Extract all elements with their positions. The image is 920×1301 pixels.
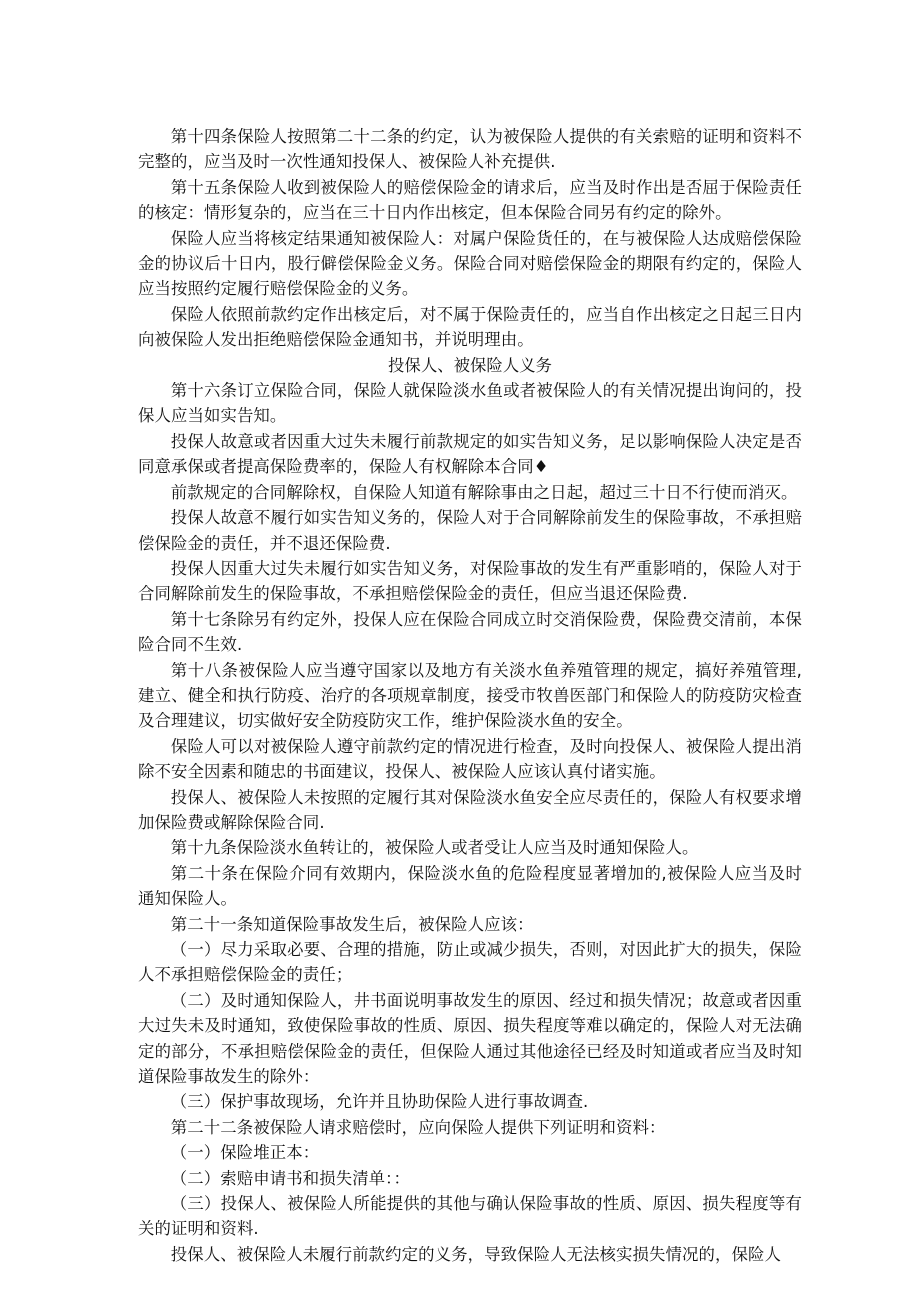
paragraph-art21-item3: （三）保护事故现场，允许并且协助保险人进行事故调查.	[170, 1092, 589, 1112]
paragraph-art21: 第二十一条知道保险事故发生后，被保险人应该：	[170, 914, 534, 934]
paragraph-art16-intentional: 投保人故意不履行如实告知义务的，保险人对于合同解除前发生的保险事故，不承担赔偿保险金的责任，并不退还保险费.	[138, 508, 802, 553]
paragraph-art16-negligence: 投保人因重大过失未履行如实告知义务，对保险事故的发生有严重影哨的，保险人对于合同解除前发生的保险事故，不承担赔偿保险金的责任，但应当退还保险费.	[138, 558, 802, 604]
paragraph-art18-failure: 投保人、被保险人未按照的定履行其对保险淡水鱼安全应尽责任的，保险人有权要求增加保险费或解除保险合同.	[138, 787, 802, 832]
section-heading: 投保人、被保险人义务	[388, 355, 552, 375]
paragraph-art20: 第二十条在保险介同有效期内，保险淡水鱼的危险程度显著增加的,被保险人应当及时通知保险人。	[138, 863, 802, 909]
paragraph-art17: 第十七条除另有约定外，投保人应在保险合同成立时交消保险费，保险费交清前，本保险合同不生效.	[138, 609, 802, 655]
paragraph-art16-termination: 前款规定的合同解除权，自保险人知道有解除事由之日起，超过三十日不行使而消灭。	[170, 482, 798, 502]
paragraph-art16: 第十六条订立保险合同，保险人就保险淡水鱼或者被保险人的有关情况提出询问的，投保人应当如实告知。	[138, 381, 802, 426]
paragraph-art15: 第十五条保险人收到被保险人的赔偿保险金的请求后，应当及时作出是否屈于保险责任的核定：情形复杂的，应当在三十日内作出核定，但本保险合同另有约定的除外。	[138, 177, 802, 223]
paragraph-art15-notify: 保险人应当将核定结果通知被保险人：对属户保险货任的，在与被保险人达成赔偿保险金的协议后十日内，股行僻偿保险金义务。保险合同对赔偿保险金的期限有约定的，保险人应当按照约定履行赔偿保险金的义务。	[138, 228, 802, 299]
paragraph-art18: 第十八条被保险人应当遵守国家以及地方有关淡水鱼养殖管理的规定，搞好养殖管理,建立、健全和执行防疫、治疗的各项规章制度，接受市牧兽医部门和保险人的防疫防灾检查及合理建议，切实做好安全防疫防灾工作，维护保险淡水鱼的安全。	[138, 660, 802, 731]
paragraph-art21-item2: （二）及时通知保险人，井书面说明事故发生的原因、经过和损失情况；故意或者因重大过失未及时通知，致使保险事故的性质、原因、损失程度等难以确定的，保险人对无法确定的部分，不承担赔偿保险金的责任，但保险人通过其他途径已经及时知道或者应当及时知道保险事故发生的除外：	[138, 990, 802, 1087]
paragraph-art15-reject: 保险人依照前款约定作出核定后，对不属于保险责任的，应当自作出核定之日起三日内向被保险人发出拒绝赔偿保险金通知书，并说明理由。	[138, 304, 802, 350]
paragraph-art22-item2: （二）索赔申请书和损失清单：：	[170, 1168, 410, 1188]
paragraph-art19: 第十九条保险淡水鱼转让的，被保险人或者受让人应当及时通知保险人。	[170, 838, 699, 858]
paragraph-art21-item1: （一）尽力采取必要、合理的措施，防止或减少损失，否则，对因此扩大的损失，保险人不承担赔偿保险金的责任；	[138, 940, 802, 985]
paragraph-art18-inspection: 保险人可以对被保险人遵守前款约定的情况进行检查，及时向投保人、被保险人提出消除不安全因素和随忠的书面建议，投保人、被保险人应该认真付诸实施。	[138, 736, 802, 782]
paragraph-art14: 第十四条保险人按照第二十二条的约定，认为被保险人提供的有关索赔的证明和资料不完整的，应当及时一次性通知投保人、被保险人补充提供.	[138, 127, 802, 172]
paragraph-art16-breach: 投保人故意或者因重大过失未履行前款规定的如实告知义务，足以影响保险人决定是否同意承保或者提高保险费率的，保险人有权解除本合同♦	[138, 431, 802, 477]
paragraph-art22-item1: （一）保险堆正本：	[170, 1143, 320, 1163]
paragraph-art22-failure: 投保人、被保险人未履行前款约定的义务，导致保险人无法核实损失情况的，保险人	[170, 1244, 781, 1264]
paragraph-art22: 第二十二条被保险人请求赔偿时，应向保险人提供下列证明和资料：	[170, 1117, 666, 1137]
paragraph-art22-item3: （三）投保人、被保险人所能提供的其他与确认保险事故的性质、原因、损失程度等有关的证明和资料.	[138, 1194, 802, 1239]
document-page	[138, 124, 802, 1267]
